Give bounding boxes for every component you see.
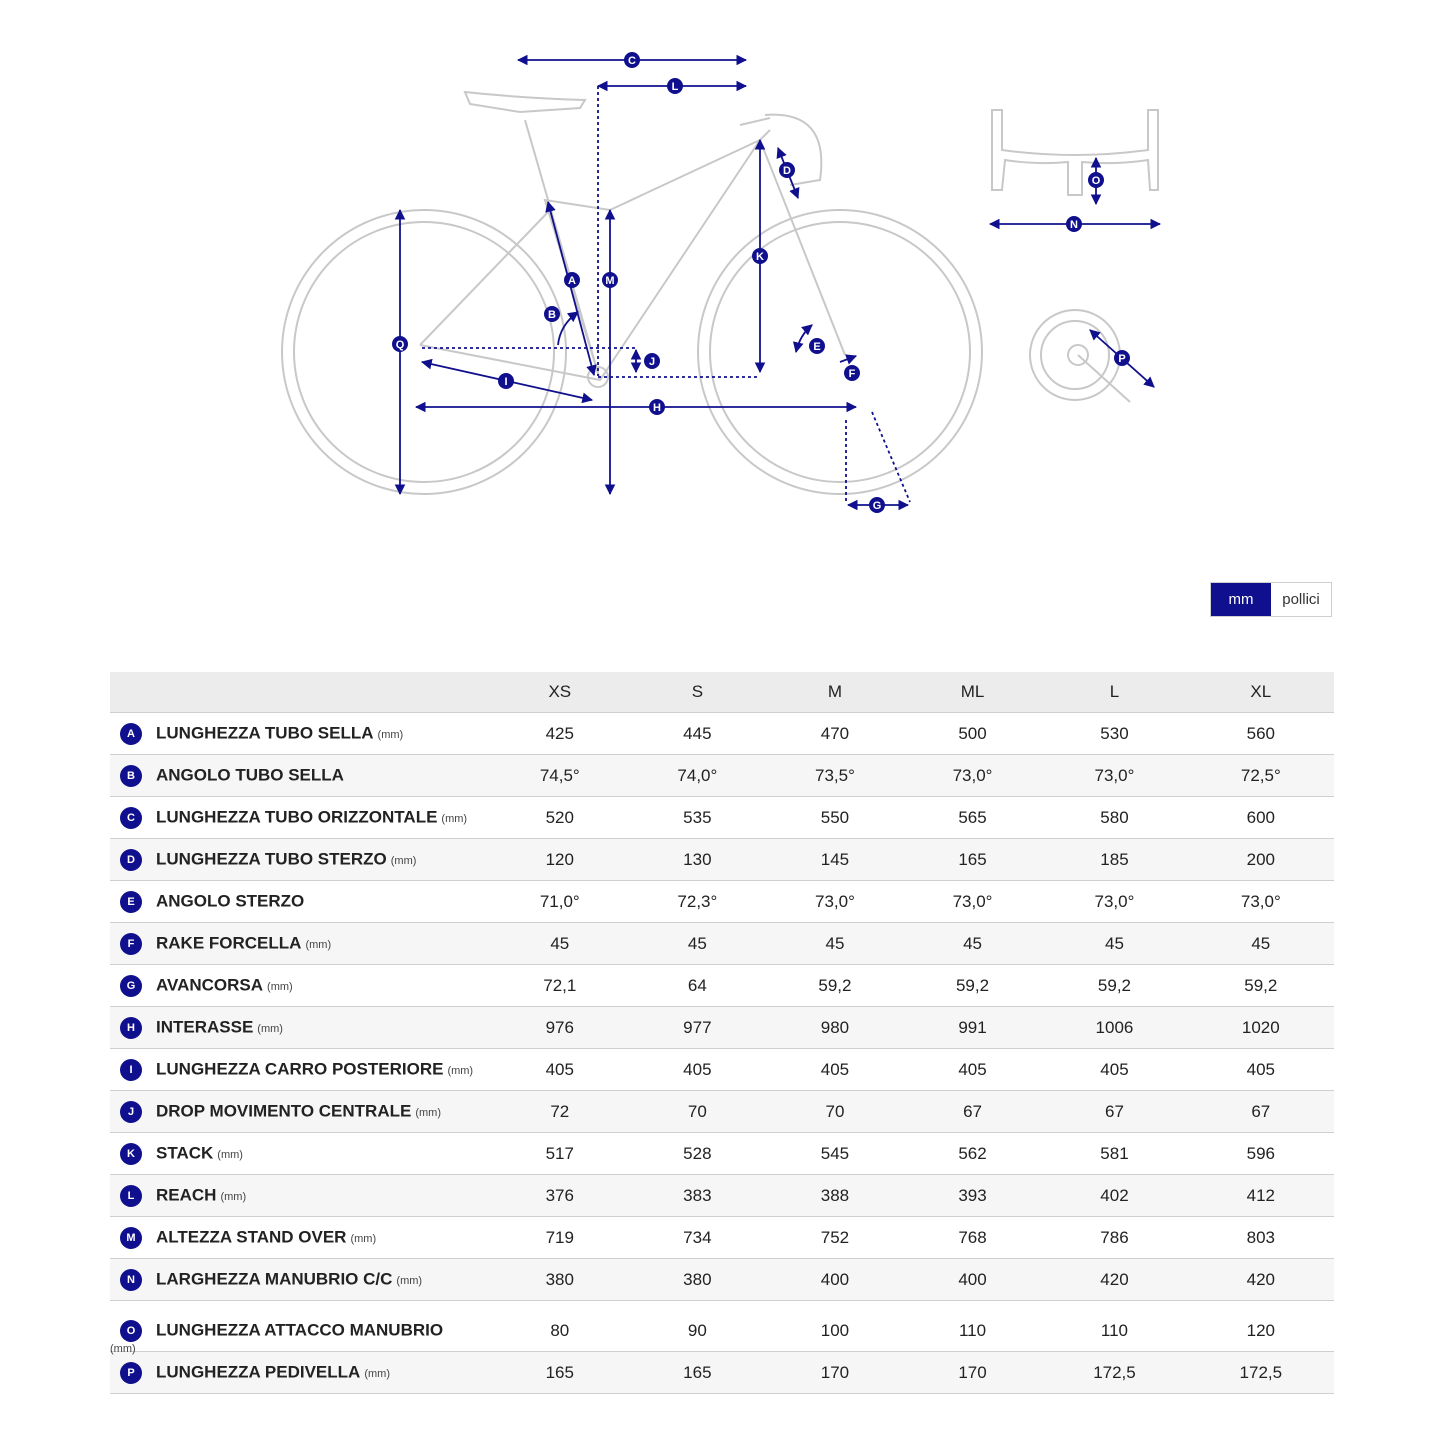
svg-text:E: E (813, 341, 821, 353)
row-label (110, 1049, 491, 1091)
row-value: 165 (491, 1352, 629, 1394)
table-row (110, 1301, 1334, 1352)
row-value: 565 (904, 797, 1042, 839)
svg-text:P: P (1118, 353, 1126, 365)
svg-text:G: G (872, 500, 882, 512)
row-value: 1020 (1188, 1007, 1334, 1049)
badge-o (1088, 172, 1104, 188)
row-value: 67 (904, 1091, 1042, 1133)
table-row (110, 1007, 1334, 1049)
row-value: 517 (491, 1133, 629, 1175)
row-value: 200 (1188, 839, 1334, 881)
row-value: 402 (1041, 1175, 1187, 1217)
unit-inch-button[interactable]: pollici (1271, 583, 1331, 616)
row-value: 520 (491, 797, 629, 839)
row-value: 185 (1041, 839, 1187, 881)
table-row (110, 1352, 1334, 1394)
row-letter-badge: G (120, 975, 142, 997)
row-value: 170 (904, 1352, 1042, 1394)
table-row (110, 1175, 1334, 1217)
row-value: 752 (766, 1217, 904, 1259)
row-name: LUNGHEZZA ATTACCO MANUBRIO (156, 1319, 444, 1339)
row-label (110, 965, 491, 1007)
row-label (110, 881, 491, 923)
row-value: 45 (491, 923, 629, 965)
row-value: 786 (1041, 1217, 1187, 1259)
row-value: 803 (1188, 1217, 1334, 1259)
row-unit: (mm) (396, 1274, 423, 1287)
row-value: 73,0° (904, 755, 1042, 797)
header-size-ml: ML (904, 672, 1042, 713)
row-letter-badge: F (120, 933, 142, 955)
row-value: 445 (629, 713, 767, 755)
row-unit: (mm) (220, 1190, 247, 1203)
row-label (110, 1217, 491, 1259)
row-label (110, 1007, 491, 1049)
row-value: 172,5 (1188, 1352, 1334, 1394)
row-value: 734 (629, 1217, 767, 1259)
row-value: 470 (766, 713, 904, 755)
row-label (110, 713, 491, 755)
row-value: 380 (629, 1259, 767, 1301)
row-value: 120 (491, 839, 629, 881)
row-name: AVANCORSA (156, 974, 264, 994)
svg-text:B: B (548, 309, 556, 321)
dimension-lines (400, 60, 1160, 505)
row-name: LUNGHEZZA PEDIVELLA (156, 1361, 361, 1381)
row-unit: (mm) (257, 1022, 283, 1035)
row-name: REACH (156, 1184, 217, 1204)
row-value: 45 (904, 923, 1042, 965)
row-value: 393 (904, 1175, 1042, 1217)
row-value: 562 (904, 1133, 1042, 1175)
badge-c (624, 52, 640, 68)
row-value: 580 (1041, 797, 1187, 839)
row-value: 376 (491, 1175, 629, 1217)
row-letter-badge: N (120, 1269, 142, 1291)
row-value: 73,5° (766, 755, 904, 797)
row-value: 545 (766, 1133, 904, 1175)
svg-text:I: I (504, 376, 508, 388)
svg-text:J: J (648, 356, 656, 368)
unit-toggle (1210, 582, 1332, 617)
row-label (110, 1091, 491, 1133)
handlebar-front-view (992, 110, 1158, 195)
row-value: 420 (1041, 1259, 1187, 1301)
row-letter-badge: H (120, 1017, 142, 1039)
table-row (110, 1091, 1334, 1133)
row-value: 980 (766, 1007, 904, 1049)
row-value: 130 (629, 839, 767, 881)
header-size-l: L (1041, 672, 1187, 713)
table-row (110, 965, 1334, 1007)
row-value: 380 (491, 1259, 629, 1301)
row-letter-badge: B (120, 765, 142, 787)
row-value: 110 (1041, 1301, 1187, 1352)
row-unit: (mm) (447, 1064, 474, 1077)
row-value: 73,0° (904, 881, 1042, 923)
row-value: 145 (766, 839, 904, 881)
row-value: 59,2 (1188, 965, 1334, 1007)
row-value: 72 (491, 1091, 629, 1133)
row-value: 420 (1188, 1259, 1334, 1301)
svg-text:Q: Q (395, 339, 405, 351)
row-value: 73,0° (1041, 881, 1187, 923)
row-value: 383 (629, 1175, 767, 1217)
header-size-m: M (766, 672, 904, 713)
row-letter-badge: M (120, 1227, 142, 1249)
row-value: 100 (766, 1301, 904, 1352)
row-value: 400 (766, 1259, 904, 1301)
table-row (110, 839, 1334, 881)
table-row (110, 797, 1334, 839)
header-label-col (110, 672, 491, 713)
row-name: ANGOLO STERZO (156, 890, 305, 910)
row-unit: (mm) (390, 854, 417, 867)
bike-geometry-diagram (0, 0, 1445, 560)
header-size-s: S (629, 672, 767, 713)
row-unit: (mm) (377, 728, 404, 741)
row-unit: (mm) (441, 812, 468, 825)
table-row (110, 923, 1334, 965)
badge-p (1114, 350, 1130, 366)
badge-f (844, 365, 860, 381)
row-name: LUNGHEZZA TUBO ORIZZONTALE (156, 806, 438, 826)
badge-e (809, 338, 825, 354)
row-value: 991 (904, 1007, 1042, 1049)
geometry-table (110, 672, 1334, 1394)
crankset (1030, 310, 1120, 400)
row-letter-badge: I (120, 1059, 142, 1081)
row-value: 67 (1188, 1091, 1334, 1133)
row-value: 581 (1041, 1133, 1187, 1175)
row-value: 412 (1188, 1175, 1334, 1217)
row-value: 405 (491, 1049, 629, 1091)
row-value: 425 (491, 713, 629, 755)
badge-q (392, 336, 408, 352)
row-value: 528 (629, 1133, 767, 1175)
svg-text:K: K (756, 251, 764, 263)
row-value: 500 (904, 713, 1042, 755)
svg-text:O: O (1091, 175, 1101, 187)
badge-k (752, 248, 768, 264)
table-row (110, 755, 1334, 797)
row-value: 59,2 (766, 965, 904, 1007)
row-value: 90 (629, 1301, 767, 1352)
row-value: 400 (904, 1259, 1042, 1301)
rear-wheel (282, 210, 566, 494)
table-row (110, 1133, 1334, 1175)
row-name: ALTEZZA STAND OVER (156, 1226, 347, 1246)
svg-text:N: N (1070, 219, 1078, 231)
row-value: 388 (766, 1175, 904, 1217)
row-value: 64 (629, 965, 767, 1007)
row-value: 976 (491, 1007, 629, 1049)
row-label (110, 797, 491, 839)
row-unit: (mm) (110, 1343, 136, 1355)
row-unit: (mm) (350, 1232, 377, 1245)
header-size-xl: XL (1188, 672, 1334, 713)
row-value: 45 (1188, 923, 1334, 965)
row-name: INTERASSE (156, 1016, 254, 1036)
badge-m (602, 272, 618, 288)
row-name: LARGHEZZA MANUBRIO C/C (156, 1268, 393, 1288)
row-value: 45 (629, 923, 767, 965)
row-label (110, 755, 491, 797)
row-label (110, 1301, 491, 1355)
row-letter-badge: J (120, 1101, 142, 1123)
row-letter-badge: O (120, 1320, 142, 1342)
row-letter-badge: P (120, 1362, 142, 1384)
row-value: 768 (904, 1217, 1042, 1259)
row-value: 110 (904, 1301, 1042, 1352)
row-label (110, 1175, 491, 1217)
row-value: 70 (629, 1091, 767, 1133)
svg-text:L: L (671, 81, 679, 93)
row-value: 70 (766, 1091, 904, 1133)
bike-outline (282, 92, 1158, 494)
row-value: 535 (629, 797, 767, 839)
row-value: 165 (629, 1352, 767, 1394)
row-value: 405 (629, 1049, 767, 1091)
row-unit: (mm) (305, 938, 332, 951)
row-value: 73,0° (1188, 881, 1334, 923)
row-value: 405 (904, 1049, 1042, 1091)
row-unit: (mm) (415, 1106, 441, 1119)
table-header-row (110, 672, 1334, 713)
row-value: 72,1 (491, 965, 629, 1007)
row-letter-badge: K (120, 1143, 142, 1165)
badge-g (869, 497, 885, 513)
row-letter-badge: D (120, 849, 142, 871)
row-value: 600 (1188, 797, 1334, 839)
row-value: 530 (1041, 713, 1187, 755)
row-name: LUNGHEZZA CARRO POSTERIORE (156, 1058, 444, 1078)
svg-text:A: A (568, 275, 576, 287)
row-value: 719 (491, 1217, 629, 1259)
row-letter-badge: C (120, 807, 142, 829)
table-row (110, 1259, 1334, 1301)
svg-text:D: D (783, 165, 791, 177)
row-value: 59,2 (1041, 965, 1187, 1007)
table-row (110, 881, 1334, 923)
dimension-badges (392, 52, 1130, 513)
row-label (110, 1352, 491, 1394)
row-value: 172,5 (1041, 1352, 1187, 1394)
row-value: 71,0° (491, 881, 629, 923)
row-value: 59,2 (904, 965, 1042, 1007)
front-wheel (698, 210, 982, 494)
row-name: ANGOLO TUBO SELLA (156, 764, 344, 784)
row-label (110, 1259, 491, 1301)
row-value: 72,5° (1188, 755, 1334, 797)
table-row (110, 1217, 1334, 1259)
row-unit: (mm) (364, 1367, 390, 1380)
badge-l (667, 78, 683, 94)
table-row (110, 1049, 1334, 1091)
unit-mm-button[interactable]: mm (1211, 583, 1271, 616)
row-label (110, 923, 491, 965)
badge-i (498, 373, 514, 389)
svg-text:M: M (605, 275, 615, 287)
header-size-xs: XS (491, 672, 629, 713)
badge-h (649, 399, 665, 415)
svg-text:C: C (628, 55, 636, 67)
row-unit: (mm) (217, 1148, 243, 1161)
row-value: 596 (1188, 1133, 1334, 1175)
row-value: 405 (1188, 1049, 1334, 1091)
badge-j (644, 353, 660, 369)
row-value: 1006 (1041, 1007, 1187, 1049)
row-name: DROP MOVIMENTO CENTRALE (156, 1100, 412, 1120)
row-value: 73,0° (1041, 755, 1187, 797)
row-label (110, 839, 491, 881)
row-value: 45 (766, 923, 904, 965)
row-value: 80 (491, 1301, 629, 1352)
row-unit: (mm) (267, 980, 293, 993)
row-value: 45 (1041, 923, 1187, 965)
row-value: 977 (629, 1007, 767, 1049)
row-value: 405 (766, 1049, 904, 1091)
badge-a (564, 272, 580, 288)
row-name: LUNGHEZZA TUBO SELLA (156, 722, 374, 742)
row-value: 73,0° (766, 881, 904, 923)
row-value: 550 (766, 797, 904, 839)
row-value: 560 (1188, 713, 1334, 755)
row-value: 74,5° (491, 755, 629, 797)
badge-b (544, 306, 560, 322)
row-value: 170 (766, 1352, 904, 1394)
row-letter-badge: E (120, 891, 142, 913)
svg-text:F: F (848, 368, 856, 380)
row-value: 67 (1041, 1091, 1187, 1133)
row-value: 72,3° (629, 881, 767, 923)
row-label (110, 1133, 491, 1175)
row-value: 120 (1188, 1301, 1334, 1352)
badge-n (1066, 216, 1082, 232)
row-name: STACK (156, 1142, 214, 1162)
row-value: 405 (1041, 1049, 1187, 1091)
row-letter-badge: L (120, 1185, 142, 1207)
row-name: LUNGHEZZA TUBO STERZO (156, 848, 387, 868)
row-letter-badge: A (120, 723, 142, 745)
row-value: 165 (904, 839, 1042, 881)
table-row (110, 713, 1334, 755)
badge-d (779, 162, 795, 178)
row-value: 74,0° (629, 755, 767, 797)
svg-text:H: H (653, 402, 661, 414)
row-name: RAKE FORCELLA (156, 932, 302, 952)
